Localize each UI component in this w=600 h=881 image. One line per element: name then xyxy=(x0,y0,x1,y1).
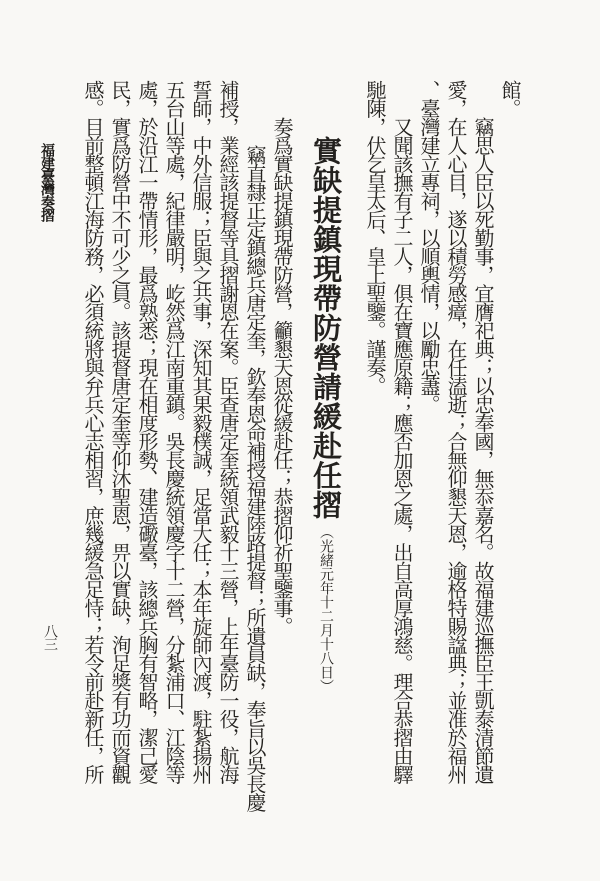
text-column: 誓師，中外信服；臣與之共事，深知其果毅樸誠，足當大任；本年旋師內渡，駐紮揚州 xyxy=(189,80,211,783)
text-column: 處，於沿江一帶情形，最爲熟悉；現在相度形勢、建造礮臺，該總兵胸有智略，潔己愛 xyxy=(135,80,157,783)
text-column: 民，實爲防營中不可少之員。該提督唐定奎等仰沐聖恩，畀以實缺，洵足獎有功而資觀 xyxy=(108,80,130,783)
text-column: 、臺灣建立專祠，以順輿情，以勵忠藎。 xyxy=(417,80,439,413)
text-column: 補授，業經該提督等具摺謝恩在案。臣查唐定奎統領武毅十三營，上年臺防一役，航海 xyxy=(216,80,238,783)
text-columns xyxy=(78,80,522,820)
title-text: 實缺提鎮現帶防營請緩赴任摺 xyxy=(309,135,341,519)
text-column: 愛，在人心目，遂以積勞感瘴，在任溘逝；合無仰懇天恩，逾格特賜諡典；並准於福州 xyxy=(444,80,466,783)
page-number: 八三 xyxy=(42,624,57,650)
text-column: 竊直隸正定鎮總兵唐定奎，欽奉恩命補授福建陸路提督；所遺員缺，奉旨以吳長慶 xyxy=(243,144,265,811)
text-column: 又聞該撫有子二人，俱在寶應原籍；應否加恩之處，出自高厚鴻慈。理合恭摺由驛 xyxy=(390,117,412,783)
book-margin-label: 福建臺灣奏摺 xyxy=(39,143,54,221)
document-title xyxy=(302,80,348,820)
text-column: 館。 xyxy=(498,80,520,117)
title-date: （光緒元年十二月十八日） xyxy=(318,525,333,693)
text-column: 奏爲實缺提鎮現帶防營，籲懇天恩從緩赴任；恭摺仰祈聖鑒事。 xyxy=(270,117,292,635)
text-column: 感。目前整頓江海防務，必須統將與弁兵心志相習，庶幾緩急足恃；若令前赴新任，所 xyxy=(81,80,103,783)
text-column: 五台山等處，紀律嚴明，屹然爲江南重鎮。吳長慶統領慶字十二營，分紮浦口、江陰等 xyxy=(162,80,184,783)
text-column: 竊思人臣以死勤事，宜膺祀典；以忠奉國，無忝嘉名。故福建巡撫臣王凱泰清節遺 xyxy=(471,117,493,783)
text-column: 馳陳，伏乞皇太后、皇上聖鑒。謹奏。 xyxy=(363,80,385,395)
